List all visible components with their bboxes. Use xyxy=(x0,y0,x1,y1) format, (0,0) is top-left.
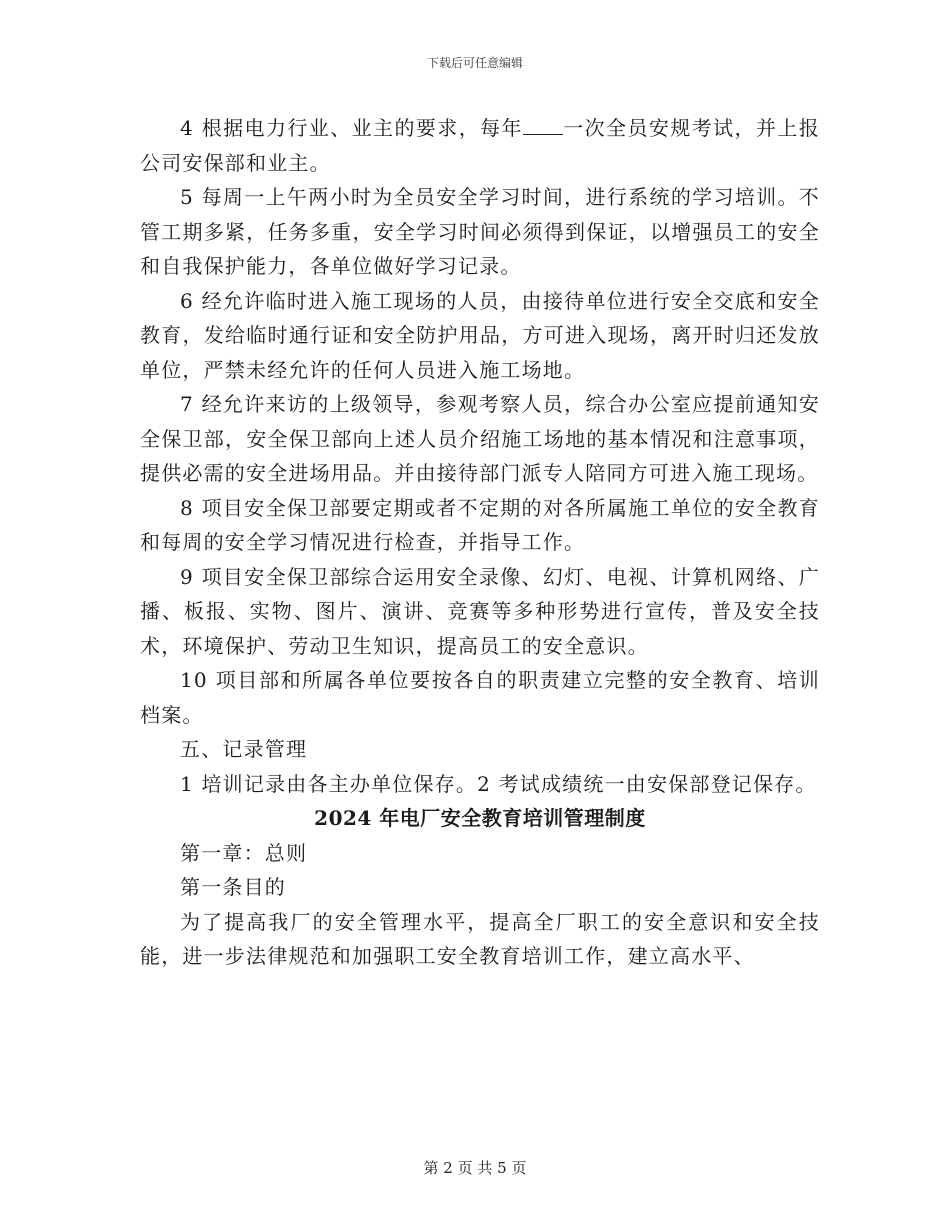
fill-in-blank xyxy=(523,118,563,135)
page-footer: 第 2 页 共 5 页 xyxy=(423,1159,527,1177)
paragraph-4-before: 4 根据电力行业、业主的要求，每年 xyxy=(180,116,523,140)
paragraph-records: 1 培训记录由各主办单位保存。2 考试成绩统一由安保部登记保存。 xyxy=(180,771,817,796)
paragraph-6: 6 经允许临时进入施工现场的人员，由接待单位进行安全交底和安全教育，发给临时通行证和安全防护用品，方可进入现场，离开时归还发放单位，严禁未经允许的任何人员进入施工场地。 xyxy=(140,288,820,382)
chapter-heading: 第一章：总则 xyxy=(180,840,308,865)
paragraph-purpose: 为了提高我厂的安全管理水平，提高全厂职工的安全意识和安全技能，进一步法律规范和加强职工安全教育培训工作，建立高水平、 xyxy=(140,909,820,968)
page-header: 下载后可任意编辑 xyxy=(426,56,523,70)
document-body xyxy=(140,111,820,974)
paragraph-7: 7 经允许来访的上级领导，参观考察人员，综合办公室应提前通知安全保卫部，安全保卫部向上述人员介绍施工场地的基本情况和注意事项，提供必需的安全进场用品。并由接待部门派专人陪同方可进入施工现场。 xyxy=(140,392,820,485)
article-heading: 第一条目的 xyxy=(180,875,286,899)
paragraph-5: 5 每周一上午两小时为全员安全学习时间，进行系统的学习培训。不管工期多紧，任务多重，安全学习时间必须得到保证，以增强员工的安全和自我保护能力，各单位做好学习记录。 xyxy=(140,185,820,278)
section-heading-records: 五、记录管理 xyxy=(180,737,308,761)
document-title: 2024 年电厂安全教育培训管理制度 xyxy=(314,806,646,830)
paragraph-4-after: 一次全员安规考试，并上报公司安保部和业主。 xyxy=(140,116,821,175)
paragraph-9: 9 项目安全保卫部综合运用安全录像、幻灯、电视、计算机网络、广播、板报、实物、图片、演讲、竞赛等多种形势进行宣传，普及安全技术，环境保护、劳动卫生知识，提高员工的安全意识。 xyxy=(140,564,820,658)
paragraph-4 xyxy=(140,111,820,180)
paragraph-10: 10 项目部和所属各单位要按各自的职责建立完整的安全教育、培训档案。 xyxy=(140,668,820,727)
paragraph-8: 8 项目安全保卫部要定期或者不定期的对各所属施工单位的安全教育和每周的安全学习情况进行检查，并指导工作。 xyxy=(140,495,820,554)
